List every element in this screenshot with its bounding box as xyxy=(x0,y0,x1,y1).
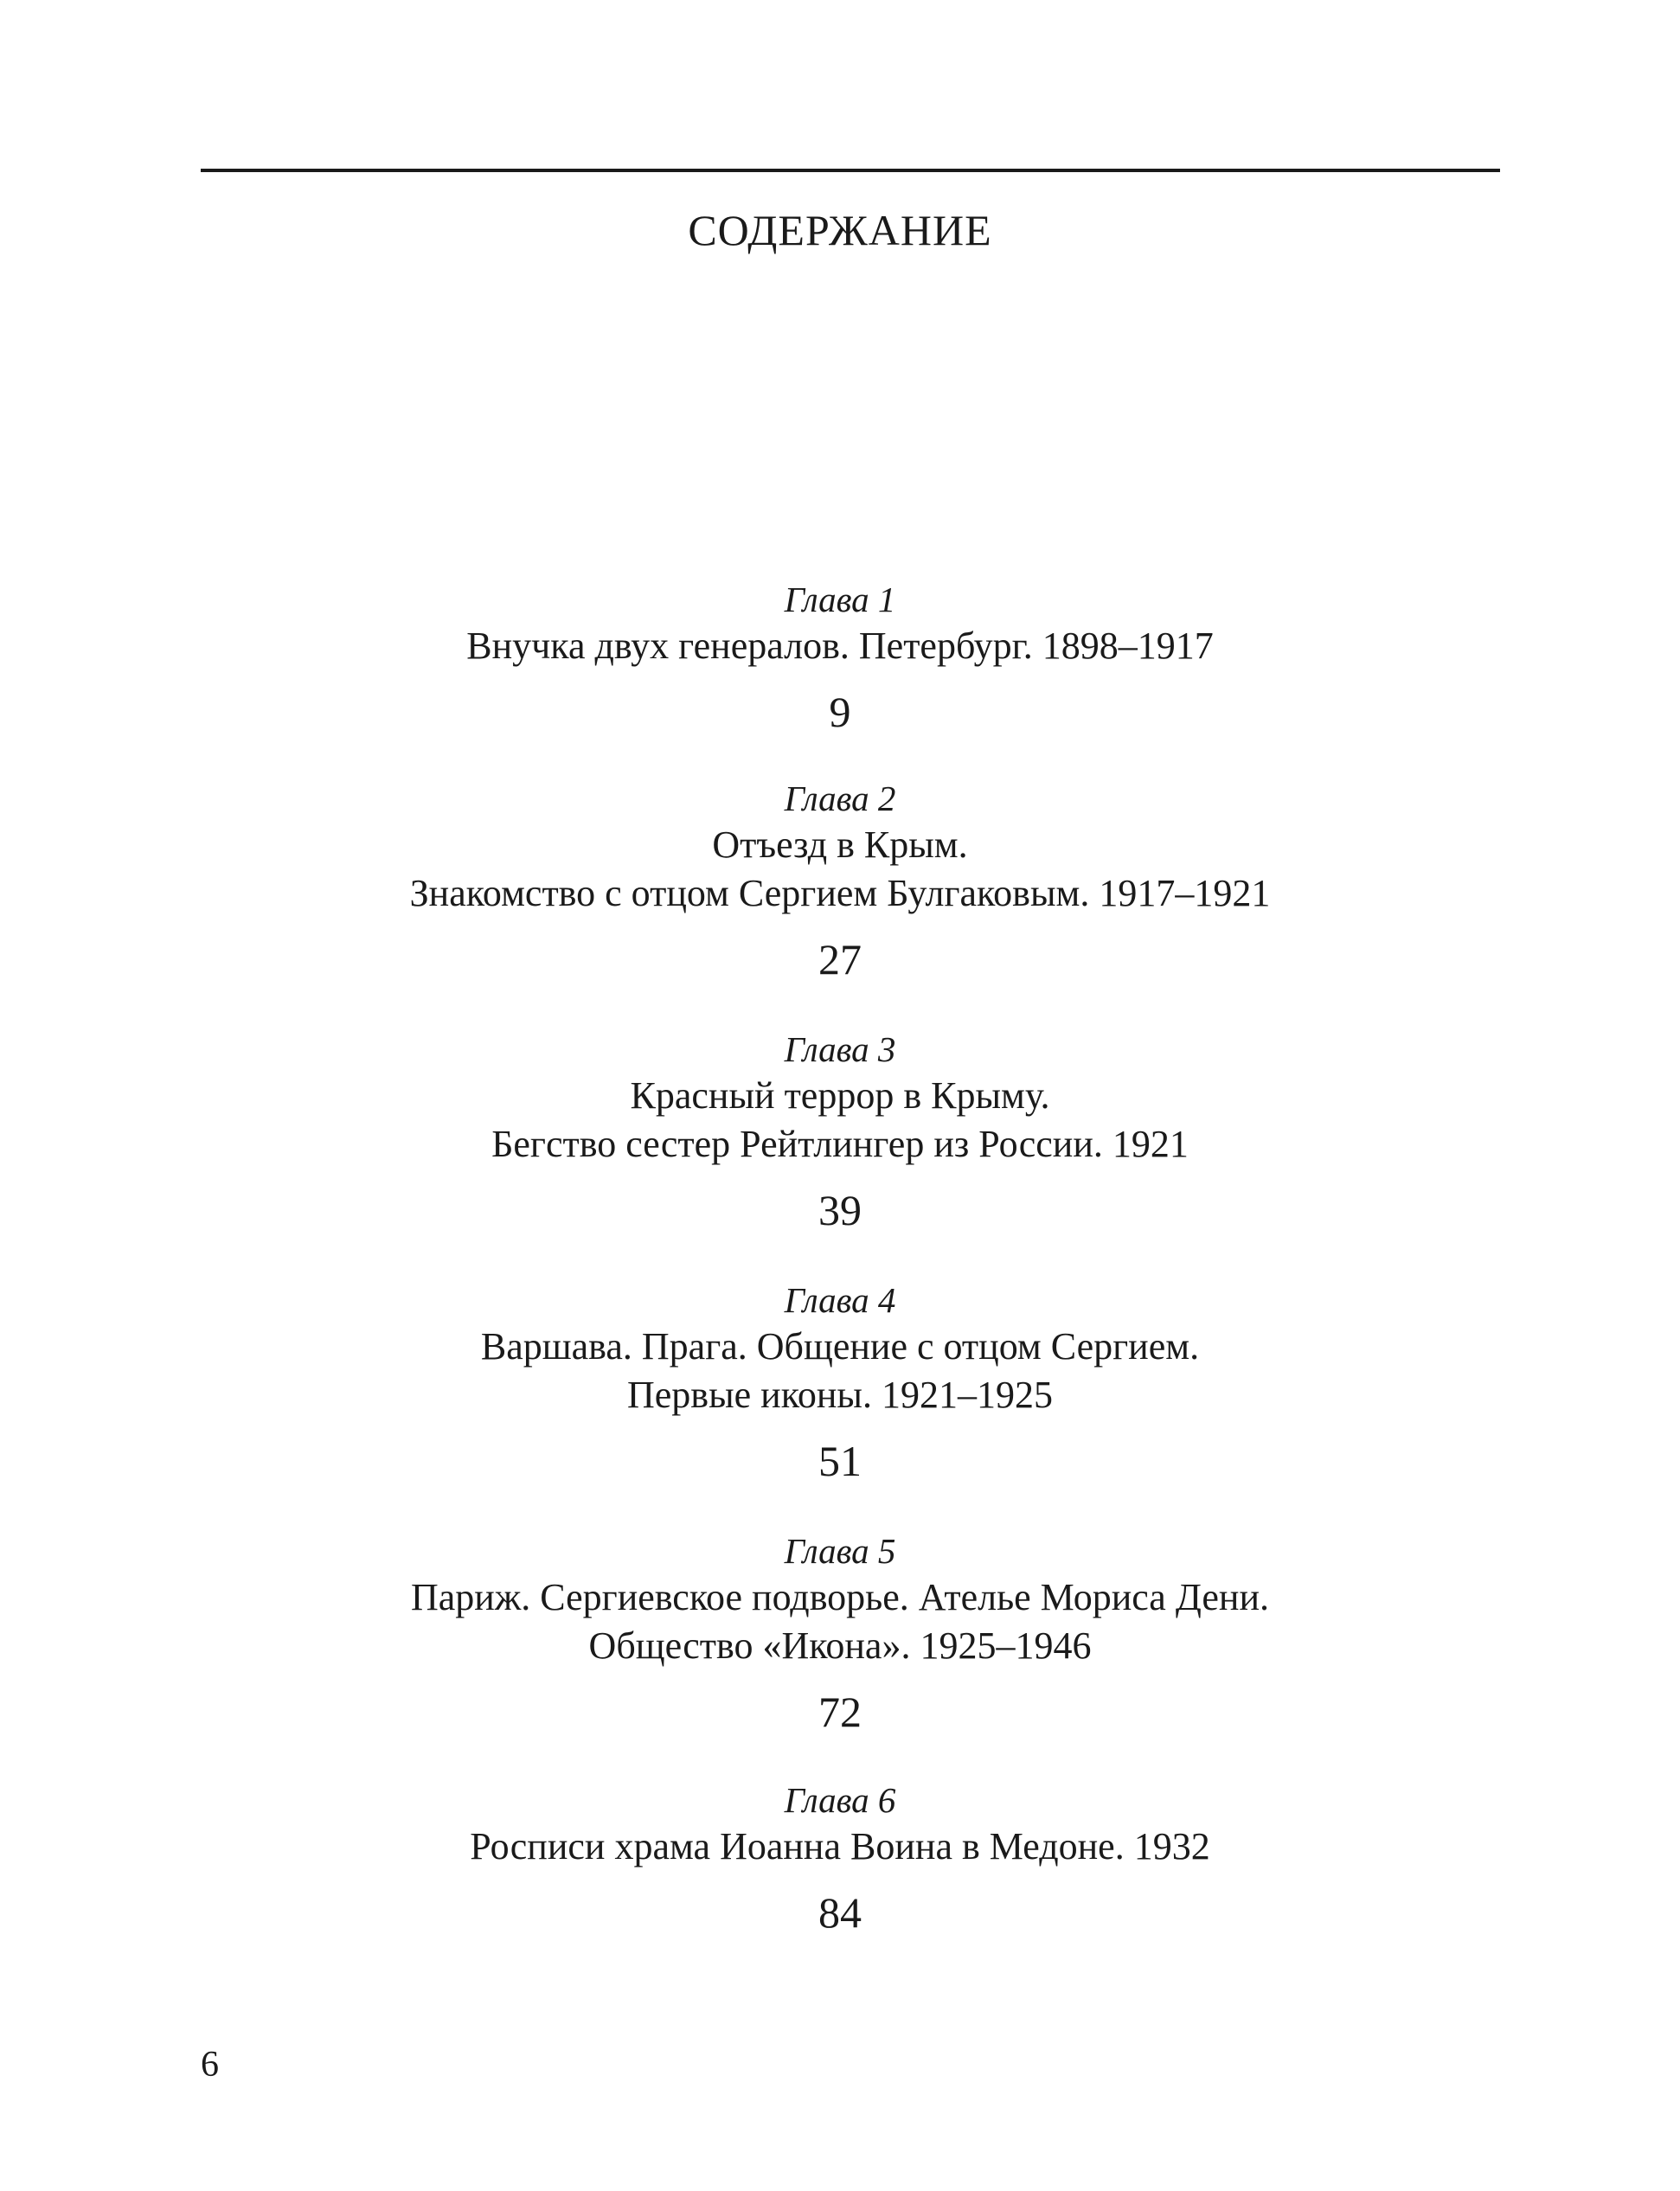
chapter-page-number: 84 xyxy=(818,1888,862,1937)
chapter-title-line: Париж. Сергиевское подворье. Ателье Мориса Дени. xyxy=(410,1576,1270,1618)
toc-entry-chapter-6[interactable] xyxy=(0,1778,1680,1938)
chapter-page-number: 39 xyxy=(818,1186,862,1234)
chapter-page-number: 27 xyxy=(818,935,862,983)
toc-entry-chapter-2[interactable] xyxy=(0,776,1680,985)
toc-entry-chapter-5[interactable] xyxy=(0,1528,1680,1738)
chapter-page-number: 72 xyxy=(818,1688,862,1736)
chapter-label: Глава 1 xyxy=(784,580,896,619)
chapter-title-line: Внучка двух генералов. Петербург. 1898–1917 xyxy=(466,625,1214,667)
page-title: СОДЕРЖАНИЕ xyxy=(688,206,992,254)
chapter-label: Глава 4 xyxy=(784,1280,896,1320)
chapter-label: Глава 3 xyxy=(784,1029,896,1069)
chapter-title-line: Общество «Икона». 1925–1946 xyxy=(588,1624,1092,1667)
chapter-title-line: Варшава. Прага. Общение с отцом Сергием. xyxy=(480,1325,1200,1368)
toc-entry-chapter-4[interactable] xyxy=(0,1278,1680,1487)
chapter-title-line: Знакомство с отцом Сергием Булгаковым. 1917–1921 xyxy=(409,872,1271,914)
top-rule xyxy=(201,169,1500,172)
chapter-page-number: 9 xyxy=(829,688,851,736)
toc-entry-chapter-1[interactable] xyxy=(0,577,1680,738)
chapter-title-line: Первые иконы. 1921–1925 xyxy=(627,1374,1053,1416)
chapter-page-number: 51 xyxy=(818,1437,862,1485)
chapter-title-line: Бегство сестер Рейтлингер из России. 1921 xyxy=(491,1123,1189,1165)
chapter-title-line: Красный террор в Крыму. xyxy=(630,1074,1050,1117)
chapter-title-line: Отъезд в Крым. xyxy=(712,823,968,866)
chapter-label: Глава 2 xyxy=(784,778,896,818)
page-number-folio: 6 xyxy=(201,2045,219,2085)
toc-entry-chapter-3[interactable] xyxy=(0,1027,1680,1236)
chapter-title-line: Росписи храма Иоанна Воина в Медоне. 1932 xyxy=(470,1825,1210,1867)
chapter-label: Глава 6 xyxy=(784,1780,896,1820)
chapter-label: Глава 5 xyxy=(784,1531,896,1571)
